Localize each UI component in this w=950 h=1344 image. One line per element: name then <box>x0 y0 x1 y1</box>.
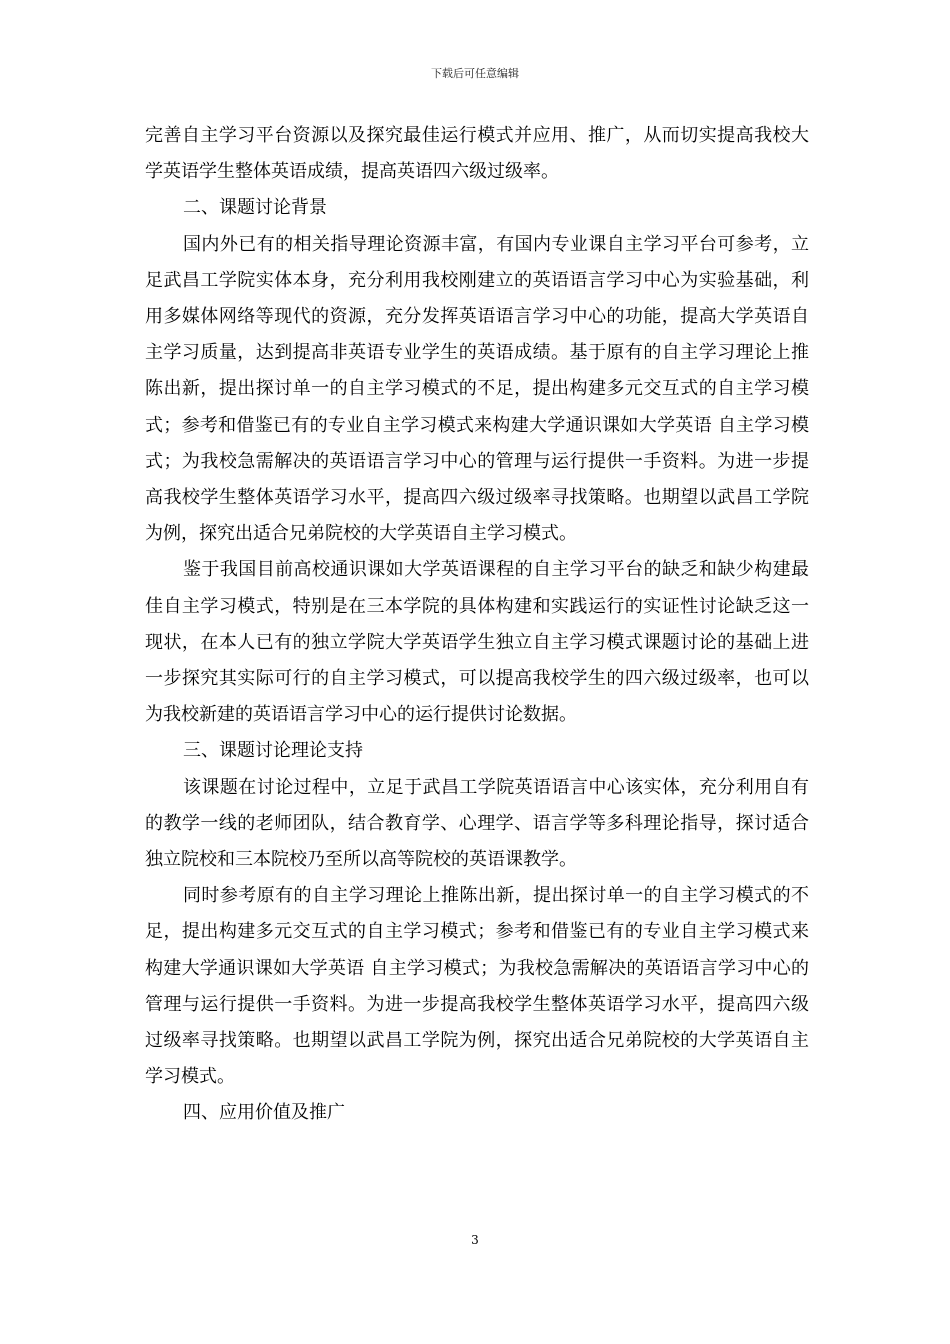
section-heading-application: 四、应用价值及推广 <box>183 1102 345 1124</box>
section-heading-background: 二、课题讨论背景 <box>183 197 327 219</box>
page-number: 3 <box>471 1233 479 1247</box>
paragraph-current-situation: 鉴于我国目前高校通识课如大学英语课程的自主学习平台的缺乏和缺少构建最佳自主学习模式，特别是在三本学院的具体构建和实践运行的实证性讨论缺乏这一现状，在本人已有的独立学院大学英语学生独立自主学习模式课题讨论的基础上进一步探究其实际可行的自主学习模式，可以提高我校学生的四六级过级率，也可以为我校新建的英语语言学习中心的运行提供讨论数据。 <box>145 559 809 726</box>
paragraph-background: 国内外已有的相关指导理论资源丰富，有国内专业课自主学习平台可参考，立足武昌工学院实体本身，充分利用我校刚建立的英语语言学习中心为实验基础，利用多媒体网络等现代的资源，充分发挥英语语言学习中心的功能，提高大学英语自主学习质量，达到提高非英语专业学生的英语成绩。基于原有的自主学习理论上推陈出新，提出探讨单一的自主学习模式的不足，提出构建多元交互式的自主学习模式；参考和借鉴已有的专业自主学习模式来构建大学通识课如大学英语 自主学习模式；为我校急需解决的英语语言学习中心的管理与运行提供一手资料。为进一步提高我校学生整体英语学习水平，提高四六级过级率寻找策略。也期望以武昌工学院为例，探究出适合兄弟院校的大学英语自主学习模式。 <box>145 233 809 545</box>
paragraph-continuation: 完善自主学习平台资源以及探究最佳运行模式并应用、推广，从而切实提高我校大学英语学生整体英语成绩，提高英语四六级过级率。 <box>145 125 809 183</box>
paragraph-reference: 同时参考原有的自主学习理论上推陈出新，提出探讨单一的自主学习模式的不足，提出构建多元交互式的自主学习模式；参考和借鉴已有的专业自主学习模式来构建大学通识课如大学英语 自主学习模式；为我校急需解决的英语语言学习中心的管理与运行提供一手资料。为进一步提高我校学生整体英语学习水平，提高四六级过级率寻找策略。也期望以武昌工学院为例，探究出适合兄弟院校的大学英语自主学习模式。 <box>145 885 809 1088</box>
document-body <box>145 118 809 1132</box>
paragraph-theory: 该课题在讨论过程中，立足于武昌工学院英语语言中心该实体，充分利用自有的教学一线的老师团队，结合教育学、心理学、语言学等多科理论指导，探讨适合独立院校和三本院校乃至所以高等院校的英语课教学。 <box>145 776 809 871</box>
section-heading-theory: 三、课题讨论理论支持 <box>183 740 363 762</box>
page-header: 下载后可任意编辑 <box>431 67 519 80</box>
